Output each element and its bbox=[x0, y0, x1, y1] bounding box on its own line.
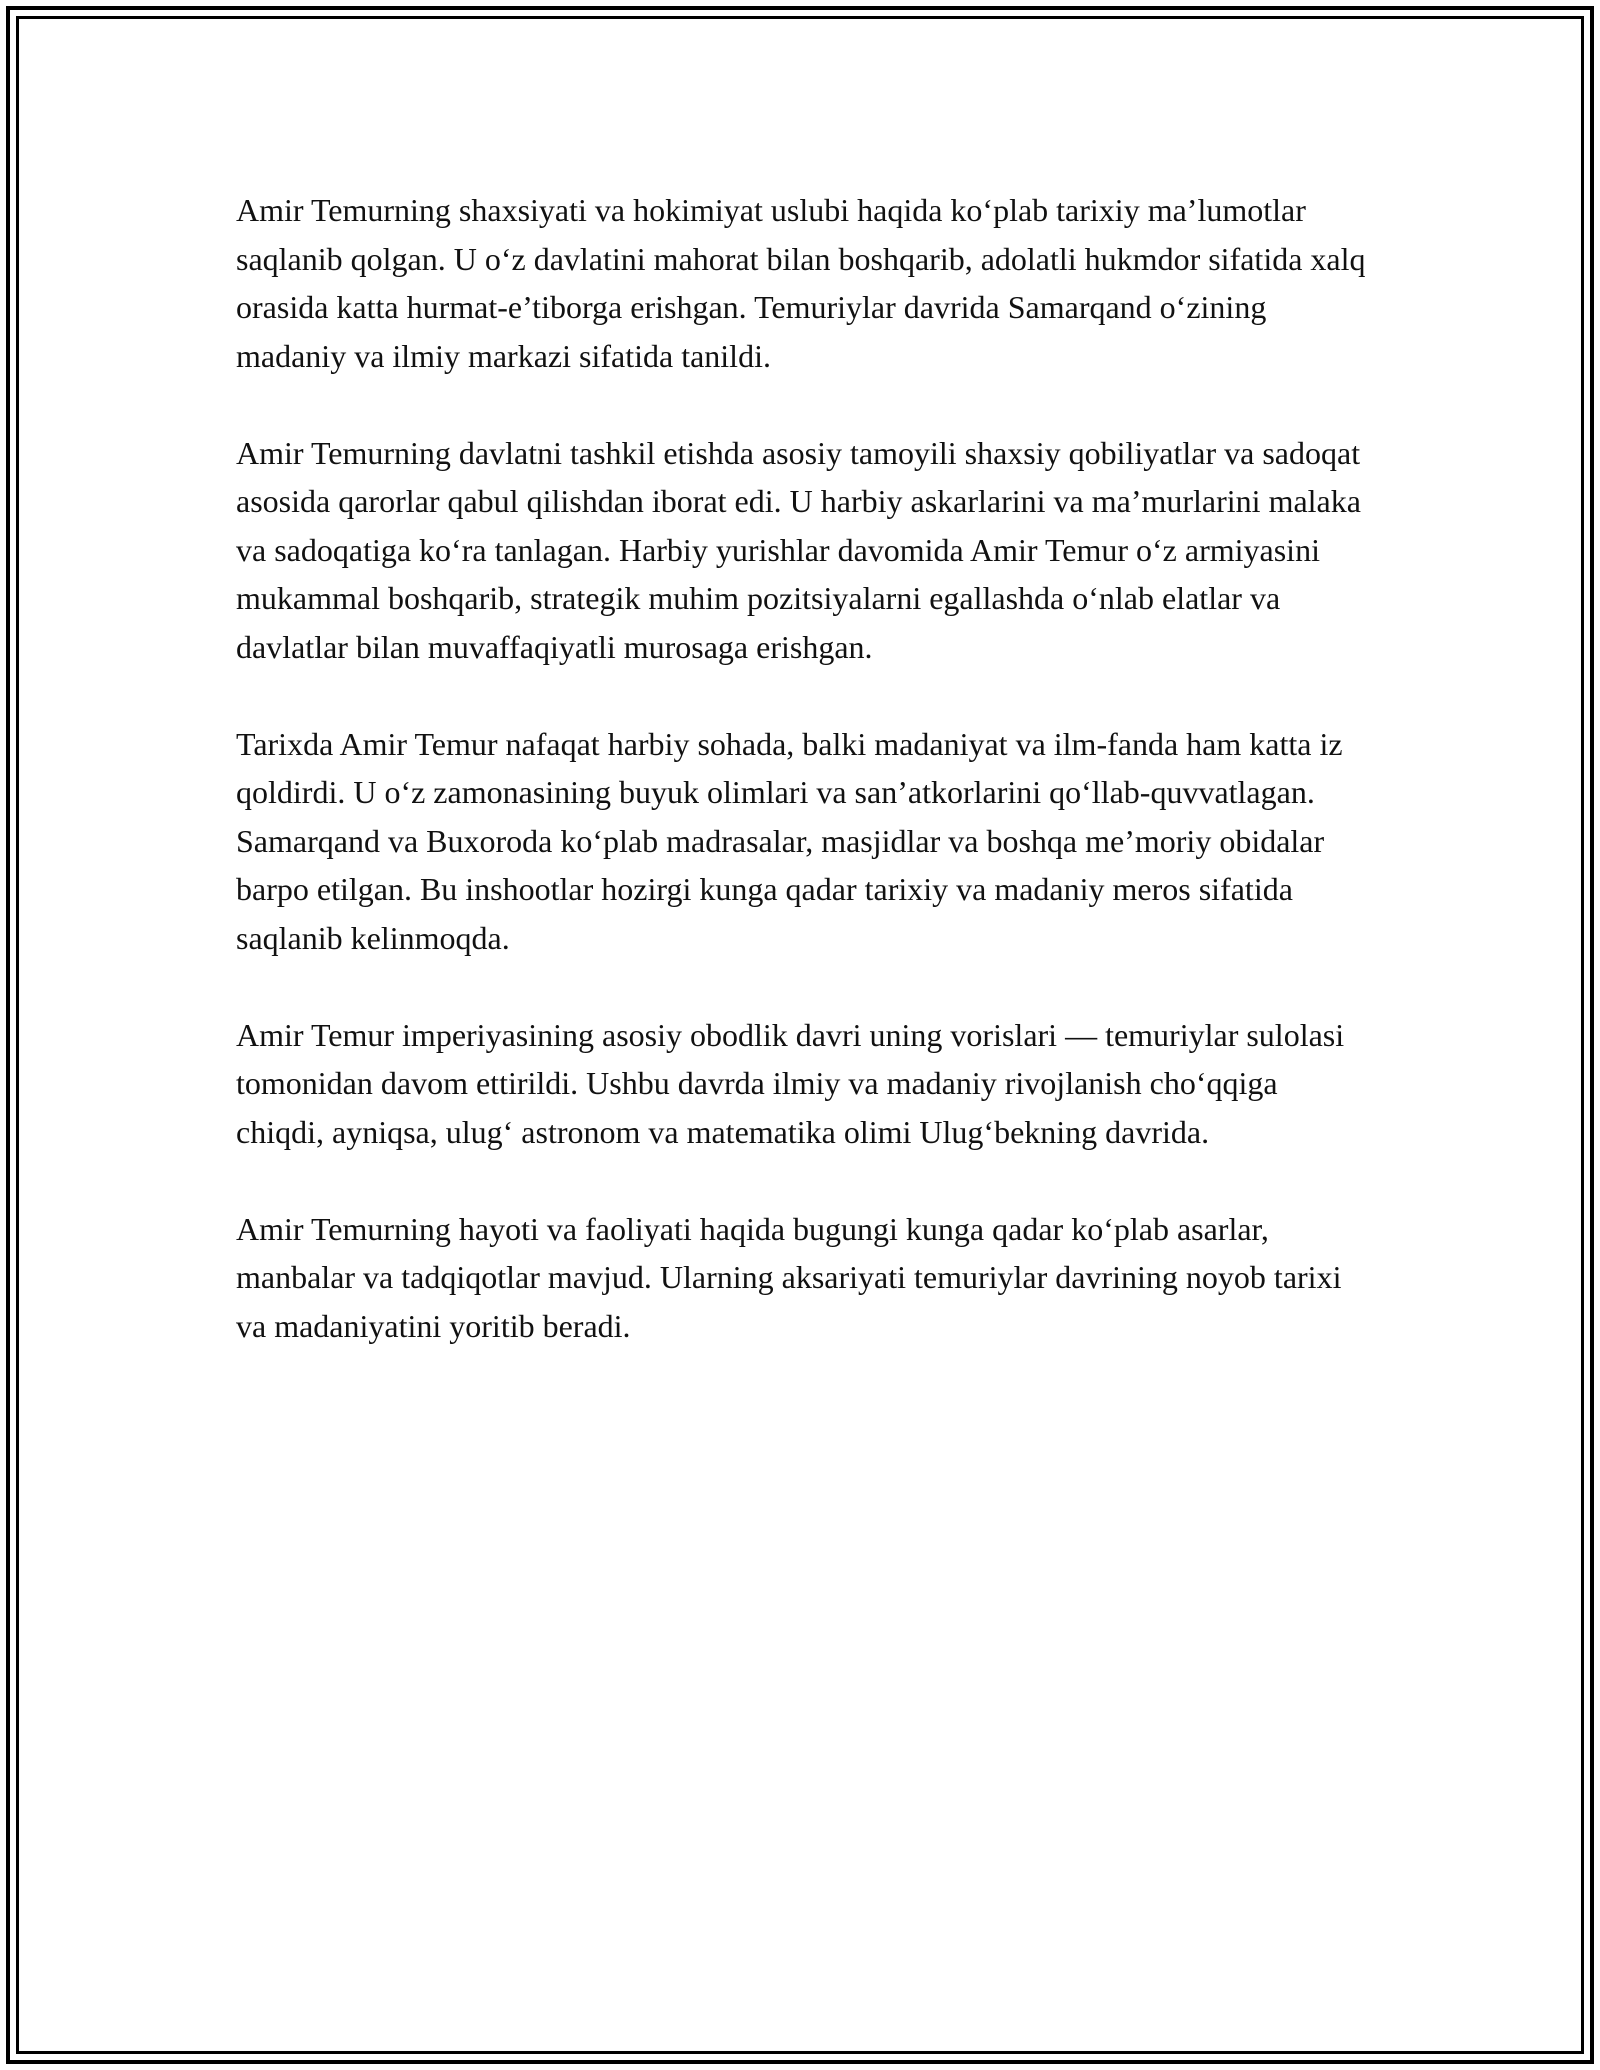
paragraph-4: Amir Temur imperiyasining asosiy obodlik davri uning vorislari — temuriylar sulolasi tomonidan davom ettirildi. Ushbu davrda ilmiy va madaniy rivojlanish cho‘qqiga chiqdi, ayniqsa, ulug‘ astronom va matematika olimi Ulug‘bekning davrida. bbox=[236, 1016, 1345, 1150]
document-body bbox=[236, 186, 1366, 1399]
paragraph-2: Amir Temurning davlatni tashkil etishda asosiy tamoyili shaxsiy qobiliyatlar va sadoqat asosida qarorlar qabul qilishdan iborat edi. U harbiy askarlarini va ma’murlarini malaka va sadoqatiga ko‘ra tanlagan. Harbiy yurishlar davomida Amir Temur o‘z armiyasini mukammal boshqarib, strategik muhim pozitsiyalarni egallashda o‘nlab elatlar va davlatlar bilan muvaffaqiyatli murosaga erishgan. bbox=[236, 434, 1361, 665]
paragraph-3: Tarixda Amir Temur nafaqat harbiy sohada, balki madaniyat va ilm-fanda ham katta iz qoldirdi. U o‘z zamonasining buyuk olimlari va san’atkorlarini qo‘llab-quvvatlagan. Samarqand va Buxoroda ko‘plab madrasalar, masjidlar va boshqa me’moriy obidalar barpo etilgan. Bu inshootlar hozirgi kunga qadar tarixiy va madaniy meros sifatida saqlanib kelinmoqda. bbox=[236, 725, 1343, 956]
paragraph-1: Amir Temurning shaxsiyati va hokimiyat uslubi haqida ko‘plab tarixiy ma’lumotlar saqlanib qolgan. U o‘z davlatini mahorat bilan boshqarib, adolatli hukmdor sifatida xalq orasida katta hurmat-e’tiborga erishgan. Temuriylar davrida Samarqand o‘zining madaniy va ilmiy markazi sifatida tanildi. bbox=[236, 192, 1366, 374]
paragraph-5: Amir Temurning hayoti va faoliyati haqida bugungi kunga qadar ko‘plab asarlar, manbalar va tadqiqotlar mavjud. Ularning aksariyati temuriylar davrining noyob tarixi va madaniyatini yoritib beradi. bbox=[236, 1210, 1342, 1344]
